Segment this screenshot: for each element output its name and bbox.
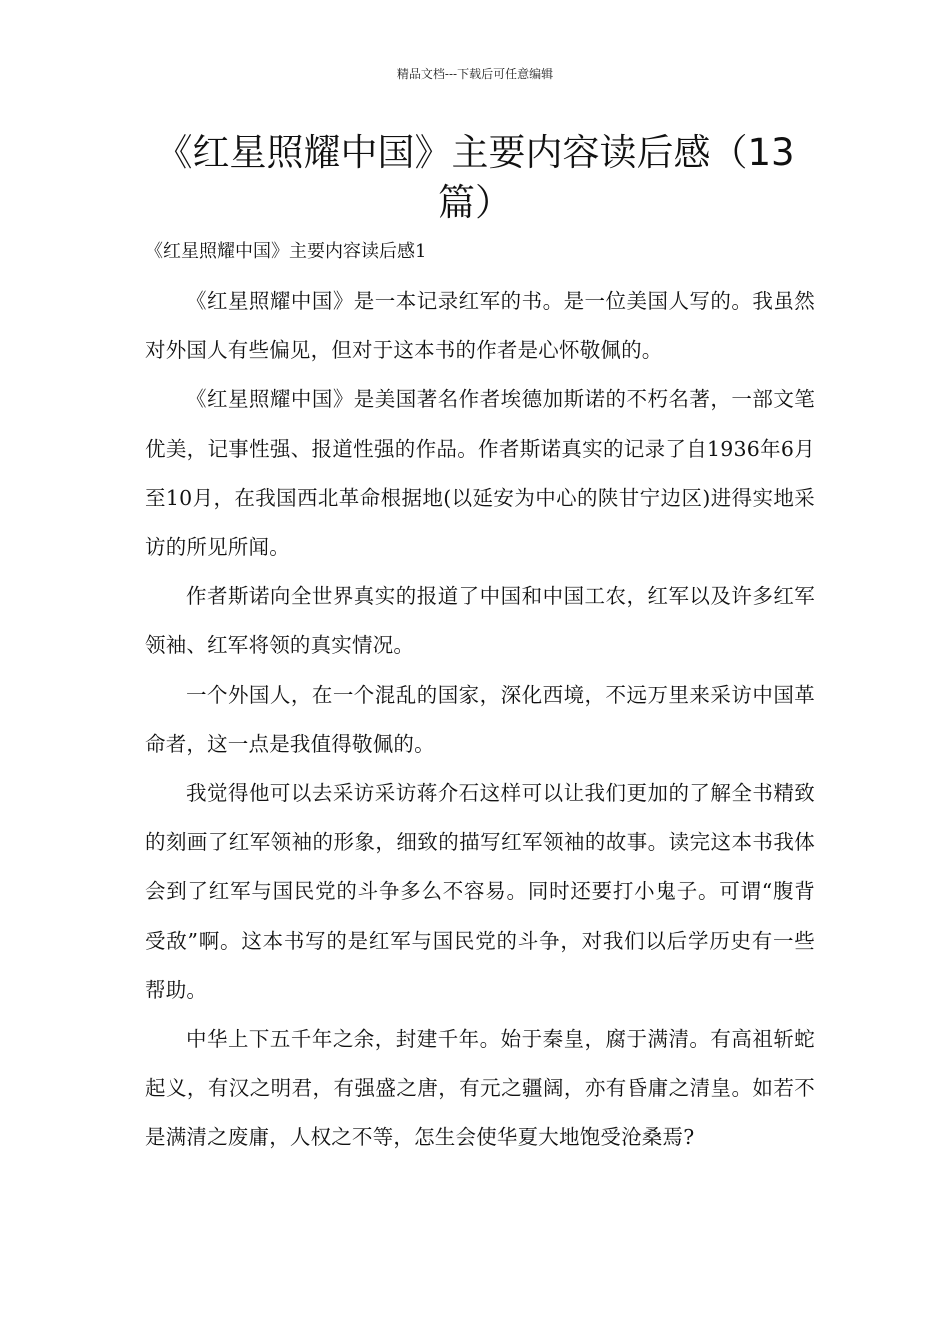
paragraph: 《红星照耀中国》是一本记录红军的书。是一位美国人写的。我虽然对外国人有些偏见，但对于这本书的作者是心怀敬佩的。 [145, 289, 815, 363]
document-title: 《红星照耀中国》主要内容读后感（13篇） [155, 131, 795, 224]
paragraph: 我觉得他可以去采访采访蒋介石这样可以让我们更加的了解全书精致的刻画了红军领袖的形象，细致的描写红军领袖的故事。读完这本书我体会到了红军与国民党的斗争多么不容易。同时还要打小鬼子。可谓“腹背受敌”啊。这本书写的是红军与国民党的斗争，对我们以后学历史有一些帮助。 [145, 781, 815, 1002]
paragraph: 作者斯诺向全世界真实的报道了中国和中国工农，红军以及许多红军领袖、红军将领的真实情况。 [145, 584, 815, 658]
page-header: 精品文档---下载后可任意编辑 [396, 67, 554, 81]
paragraph: 《红星照耀中国》是美国著名作者埃德加斯诺的不朽名著，一部文笔优美，记事性强、报道性强的作品。作者斯诺真实的记录了自1936年6月至10月，在我国西北革命根据地(以延安为中心的陕甘宁边区)进得实地采访的所见所闻。 [145, 387, 815, 560]
paragraph: 中华上下五千年之余，封建千年。始于秦皇，腐于满清。有高祖斩蛇起义，有汉之明君，有强盛之唐，有元之疆阔，亦有昏庸之清皇。如若不是满清之废庸，人权之不等，怎生会使华夏大地饱受沧桑焉? [145, 1027, 815, 1150]
section-subtitle: 《红星照耀中国》主要内容读后感1 [145, 241, 427, 262]
paragraph: 一个外国人，在一个混乱的国家，深化西境，不远万里来采访中国革命者，这一点是我值得敬佩的。 [145, 682, 815, 756]
document-body [145, 277, 815, 1163]
